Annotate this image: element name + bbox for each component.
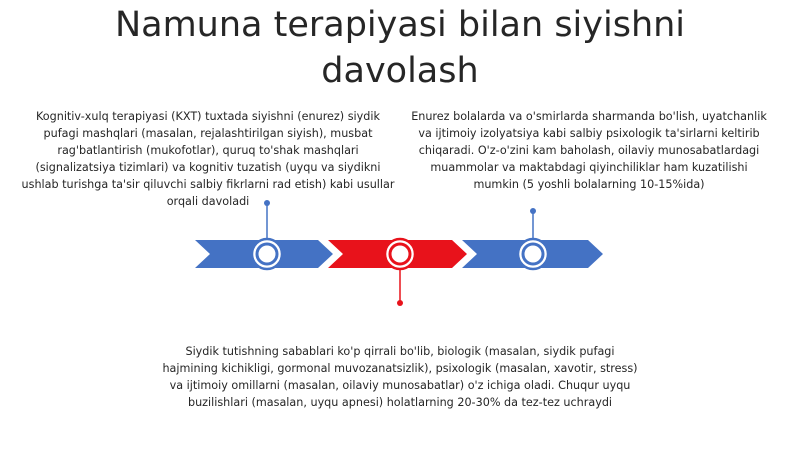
- milestone-circle-1-inner: [257, 244, 277, 264]
- text-block-therapy: Kognitiv-xulq terapiyasi (KXT) tuxtada siyishni (enurez) siydik pufagi mashqlari (masalan, rejalashtirilgan siyish), musbat rag'batlantirish (mukofotlar), quruq to'shak mashqlari (signalizatsiya tizimlari) va kognitiv tuzatish (uyqu va siydikni ushlab turishga ta'sir qiluvchi salbiy fikrlarni rad etish) kabi usullar orqali davoladi: [21, 110, 395, 208]
- connector-dot-bottom: [397, 300, 403, 306]
- text-block-psychological-effects: Enurez bolalarda va o'smirlarda sharmanda bo'lish, uyatchanlik va ijtimoiy izolyatsiya kabi salbiy psixologik ta'sirlarni keltirib chiqaradi. O'z-o'zini kam baholash, oilaviy munosabatlardagi muammolar va maktabdagi qiyinchiliklar ham kuzatilishi mumkin (5 yoshli bolalarning 10-15%ida): [411, 110, 767, 191]
- milestone-circle-2-inner: [390, 244, 410, 264]
- connector-dot-right: [530, 208, 536, 214]
- slide-title: Namuna terapiyasi bilan siyishni davolash: [114, 5, 686, 91]
- milestone-circle-3-inner: [523, 244, 543, 264]
- text-block-causes: Siydik tutishning sabablari ko'p qirrali bo'lib, biologik (masalan, siydik pufagi hajmining kichikligi, gormonal muvozanatsizlik), psixologik (masalan, xavotir, stress) va ijtimoiy omillarni (masalan, oilaviy munosabatlar) o'z ichiga oladi. Chuqur uyqu buzilishlari (masalan, uyqu apnesi) holatlarning 20-30% da tez-tez uchraydi: [162, 345, 638, 409]
